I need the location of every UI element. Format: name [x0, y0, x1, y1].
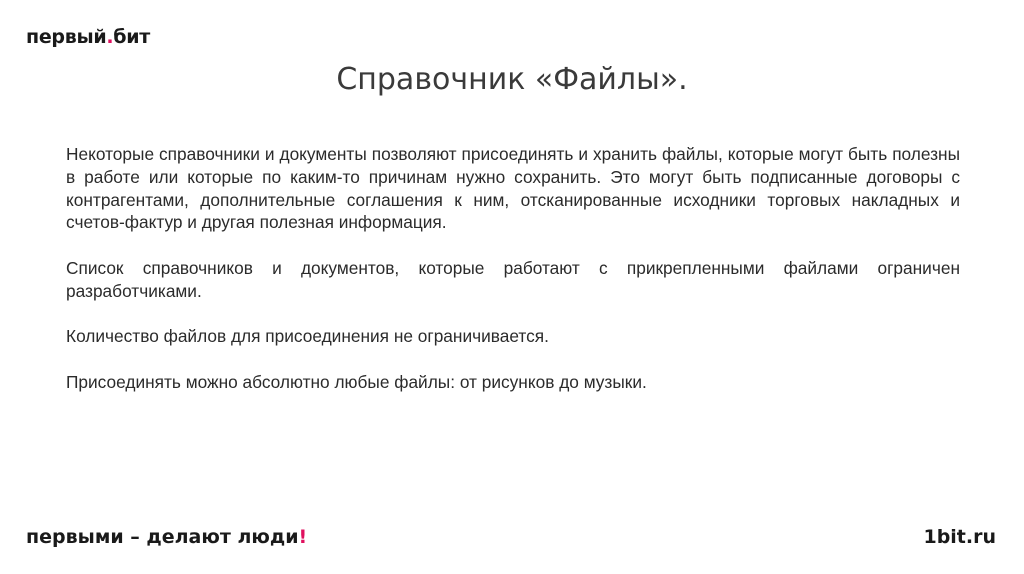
body-paragraph-4: Присоединять можно абсолютно любые файлы: от рисунков до музыки.: [66, 371, 647, 392]
footer-slogan-mark: !: [298, 526, 308, 548]
brand-logo-part1: первый: [26, 26, 107, 48]
brand-logo-part2: бит: [113, 26, 150, 48]
body-paragraph-3: Количество файлов для присоединения не ограничивается.: [66, 326, 549, 347]
footer-slogan: [26, 526, 307, 548]
body-paragraph-1: Некоторые справочники и документы позволяют присоединять и хранить файлы, которые могут быть полезны в работе или которые по каким-то причинам нужно сохранить. Это могут быть подписанные договоры с контрагентами, дополнительные соглашения к ним, отсканированные исходники торговых накладных и счетов-фактур и другая полезная информация.: [66, 144, 960, 233]
brand-logo-dot: .: [106, 26, 114, 48]
slide-body: [66, 143, 960, 417]
footer-slogan-text: первыми – делают люди: [26, 526, 299, 548]
slide-title: Справочник «Файлы».: [336, 62, 688, 97]
brand-logo: [26, 26, 150, 48]
footer-site-link[interactable]: 1bit.ru: [923, 526, 996, 548]
body-paragraph-2: Список справочников и документов, которые работают с прикрепленными файлами ограничен разработчиками.: [66, 257, 960, 301]
